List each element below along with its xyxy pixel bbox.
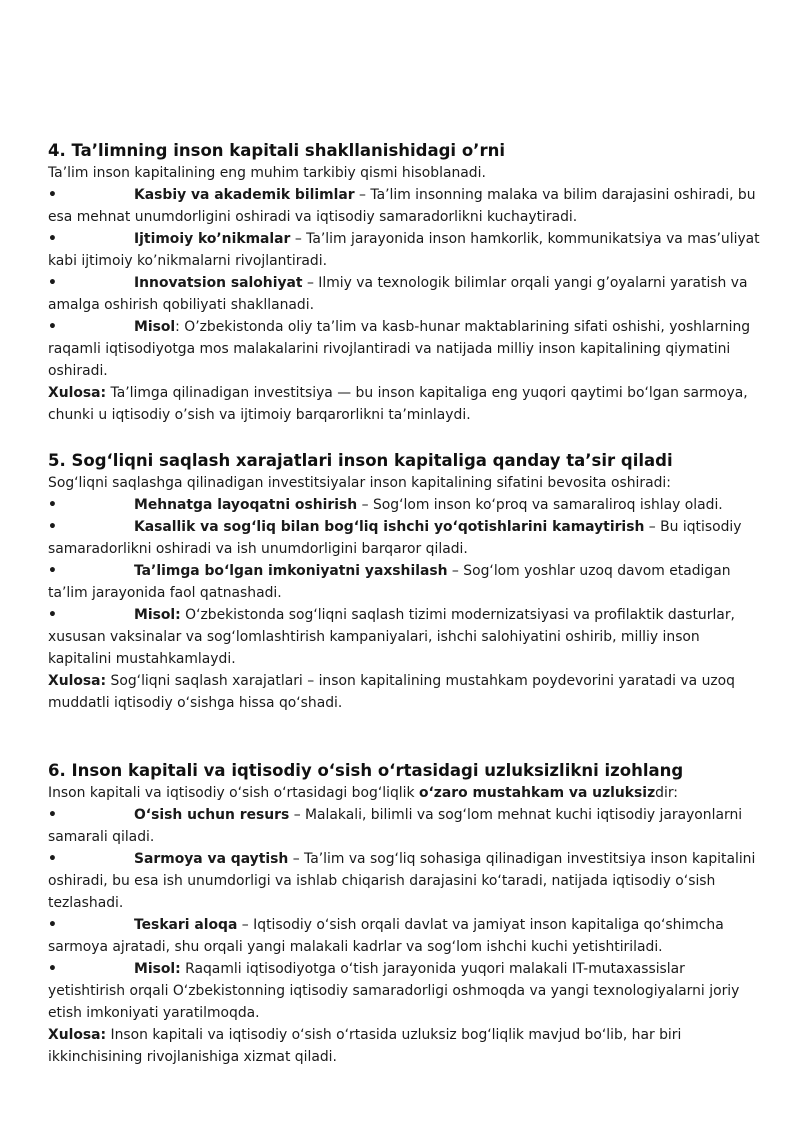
section-conclusion: Xulosa: Ta’limga qilinadigan investitsiya — bu inson kapitaliga eng yuqori qaytimi bo‘lgan sarmoya, chunki u iqtisodiy o’sish va ijtimoiy barqarorlikni ta’minlaydi.: [48, 385, 748, 423]
list-item: • Misol: Raqamli iqtisodiyotga o‘tish jarayonida yuqori malakali IT-mutaxassislar yetishtirish orqali O‘zbekistonning iqtisodiy samaradorligi oshmoqda va yangi texnologiyalarni joriy etish imkoniyati yaratilmoqda.: [48, 961, 740, 1021]
section-6: [48, 760, 764, 1068]
section-intro: Inson kapitali va iqtisodiy o‘sish o‘rtasidagi bog‘liqlik o‘zaro mustahkam va uzluksizdir:: [48, 785, 678, 801]
section-conclusion: Xulosa: Inson kapitali va iqtisodiy o‘sish o‘rtasida uzluksiz bog‘liqlik mavjud bo‘lib, har biri ikkinchisining rivojlanishiga xizmat qiladi.: [48, 1027, 682, 1065]
list-item: • Misol: O’zbekistonda oliy ta’lim va kasb-hunar maktablarining sifati oshishi, yoshlarning raqamli iqtisodiyotga mos malakalarini rivojlantiradi va natijada milliy inson kapitalining qiymatini oshiradi.: [48, 319, 751, 379]
section-5: [48, 450, 764, 714]
list-item: • Ijtimoiy ko’nikmalar – Ta’lim jarayonida inson hamkorlik, kommunikatsiya va mas’uliyat kabi ijtimoiy ko’nikmalarni rivojlantiradi.: [48, 231, 760, 269]
list-item: • Kasbiy va akademik bilimlar – Ta’lim insonning malaka va bilim darajasini oshiradi, bu esa mehnat unumdorligini oshiradi va iqtisodiy samaradorlikni kuchaytiradi.: [48, 187, 756, 225]
list-item: • Ta’limga bo‘lgan imkoniyatni yaxshilash – Sog‘lom yoshlar uzoq davom etadigan ta’lim jarayonida faol qatnashadi.: [48, 563, 731, 601]
section-intro: Ta’lim inson kapitalining eng muhim tarkibiy qismi hisoblanadi.: [48, 165, 486, 181]
section-heading: 6. Inson kapitali va iqtisodiy o‘sish o‘rtasidagi uzluksizlikni izohlang: [48, 761, 684, 780]
section-intro: Sog‘liqni saqlashga qilinadigan investitsiyalar inson kapitalining sifatini bevosita oshiradi:: [48, 475, 671, 491]
section-heading: 4. Ta’limning inson kapitali shakllanishidagi o’rni: [48, 141, 505, 160]
list-item: • Mehnatga layoqatni oshirish – Sog‘lom inson ko‘proq va samaraliroq ishlay oladi.: [48, 497, 723, 513]
list-item: • Misol: O‘zbekistonda sog‘liqni saqlash tizimi modernizatsiyasi va profilaktik dasturlar, xususan vaksinalar va sog‘lomlashtirish kampaniyalari, ishchi salohiyatini oshirib, milliy inson kapitalini mustahkamlaydi.: [48, 607, 735, 667]
section-heading: 5. Sog‘liqni saqlash xarajatlari inson kapitaliga qanday ta’sir qiladi: [48, 451, 673, 470]
list-item: • Kasallik va sog‘liq bilan bog‘liq ishchi yo‘qotishlarini kamaytirish – Bu iqtisodiy samaradorlikni oshiradi va ish unumdorligini barqaror qiladi.: [48, 519, 742, 557]
list-item: • Sarmoya va qaytish – Ta’lim va sog‘liq sohasiga qilinadigan investitsiya inson kapitalini oshiradi, bu esa ish unumdorligi va ishlab chiqarish darajasini ko‘taradi, natijada iqtisodiy o‘sish tezlashadi.: [48, 851, 756, 911]
list-item: • O‘sish uchun resurs – Malakali, bilimli va sog‘lom mehnat kuchi iqtisodiy jarayonlarni samarali qiladi.: [48, 807, 743, 845]
list-item: • Innovatsion salohiyat – Ilmiy va texnologik bilimlar orqali yangi g’oyalarni yaratish va amalga oshirish qobiliyati shakllanadi.: [48, 275, 748, 313]
list-item: • Teskari aloqa – Iqtisodiy o‘sish orqali davlat va jamiyat inson kapitaliga qo‘shimcha sarmoya ajratadi, shu orqali yangi malakali kadrlar va sog‘lom ishchi kuchi yetishtiriladi.: [48, 917, 724, 955]
section-conclusion: Xulosa: Sog‘liqni saqlash xarajatlari – inson kapitalining mustahkam poydevorini yaratadi va uzoq muddatli iqtisodiy o‘sishga hissa qo‘shadi.: [48, 673, 735, 711]
section-4: [48, 140, 764, 426]
